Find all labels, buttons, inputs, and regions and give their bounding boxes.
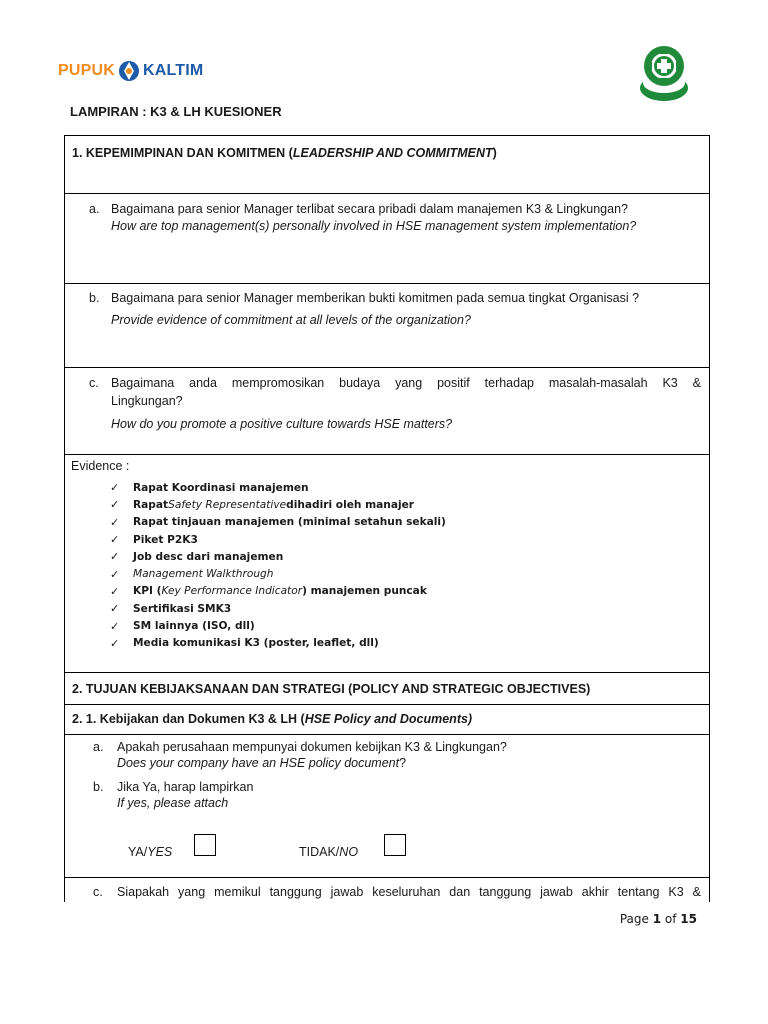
checkmark-icon: ✓ [110,602,120,616]
question-2a-english-text: Does your company have an HSE policy document [117,756,400,770]
page-word: Page [619,912,649,926]
section-1-title-italic: LEADERSHIP AND COMMITMENT [292,146,493,160]
no-checkbox[interactable] [384,834,406,856]
page-number [620,912,697,926]
checkmark-icon: ✓ [110,498,120,512]
evidence-item-text: Rapat tinjauan manajemen (minimal setahun sekali) [133,516,446,529]
yes-label [128,845,172,859]
evidence-item-text: Sertifikasi SMK3 [133,602,232,615]
checkmark-icon: ✓ [110,515,120,529]
section-2-header [65,673,709,705]
evidence-item [110,565,446,582]
checkmark-icon: ✓ [110,550,120,564]
section-1-title-prefix: 1. KEPEMIMPINAN DAN KOMITMEN ( [72,146,293,160]
question-1c-text-line1: Bagaimana anda mempromosikan budaya yang positif terhadap masalah-masalah K3 & [111,376,701,390]
subsection-2-1-header [65,705,709,735]
question-2b-english: If yes, please attach [117,796,229,810]
checkmark-icon: ✓ [110,619,120,633]
question-1a-english: How are top management(s) personally involved in HSE management system implementation? [111,219,637,233]
question-2a-english [117,756,406,770]
evidence-item-italic: Key Performance Indicator [161,585,303,598]
yes-label-italic: YES [147,845,173,859]
page-total: 15 [680,912,697,926]
question-1c-text-line2: Lingkungan? [111,394,183,408]
section-1-title-suffix: ) [492,146,497,160]
no-label-italic: NO [339,845,359,859]
evidence-item-text: Piket P2K3 [133,533,198,546]
evidence-item-text: SM lainnya (ISO, dll) [133,620,255,633]
evidence-item [110,548,446,565]
question-1a-id: a. [89,202,100,216]
question-2c-id: c. [93,885,103,899]
checkmark-icon: ✓ [110,636,120,650]
evidence-label: Evidence : [71,459,130,473]
question-2b-id: b. [93,780,104,794]
pupuk-kaltim-mark-icon [117,59,141,83]
question-2c-row [65,878,709,902]
subsection-2-1-prefix: 2. 1. Kebijakan dan Dokumen K3 & LH ( [72,712,305,726]
question-2b-text: Jika Ya, harap lampirkan [117,780,254,794]
evidence-item-text: Rapat [133,498,169,511]
question-2c-text: Siapakah yang memikul tanggung jawab keseluruhan dan tanggung jawab akhir tentang K3 & [117,885,701,899]
evidence-item [110,514,446,531]
evidence-item [110,479,446,496]
question-1a-text: Bagaimana para senior Manager terlibat secara pribadi dalam manajemen K3 & Lingkungan? [111,202,628,216]
evidence-item-text: Media komunikasi K3 (poster, leaflet, dll) [133,637,379,650]
logo-text-kaltim: KALTIM [143,62,204,79]
evidence-item [110,496,446,513]
document-title: LAMPIRAN : K3 & LH KUESIONER [70,104,282,119]
evidence-item-text-end: dihadiri oleh manajer [286,498,415,511]
checkmark-icon: ✓ [110,567,120,581]
question-2a-id: a. [93,740,104,754]
checkmark-icon: ✓ [110,481,120,495]
question-1b-english: Provide evidence of commitment at all levels of the organization? [111,313,471,327]
evidence-item-text-end: ) manajemen puncak [302,585,427,598]
evidence-item-italic: Safety Representative [168,498,287,511]
of-word: of [664,912,677,926]
question-1a-row [65,194,709,284]
no-label [299,845,358,859]
evidence-item [110,635,446,652]
question-2-1-ab-row [65,735,709,878]
evidence-item-italic: Management Walkthrough [133,568,274,581]
evidence-row [65,455,709,673]
evidence-item-text: KPI ( [133,585,162,598]
question-1c-row [65,368,709,455]
evidence-item-text: Job desc dari manajemen [133,550,284,563]
no-label-text: TIDAK/ [299,845,340,859]
question-1b-id: b. [89,291,100,305]
question-1b-text: Bagaimana para senior Manager memberikan bukti komitmen pada semua tingkat Organisasi ? [111,291,640,305]
checkmark-icon: ✓ [110,584,120,598]
logo-text-pupuk: PUPUK [58,62,116,79]
evidence-item [110,600,446,617]
evidence-item [110,583,446,600]
evidence-item [110,617,446,634]
section-1-header [65,136,709,194]
evidence-item-text: Rapat Koordinasi manajemen [133,481,309,494]
question-1c-id: c. [89,376,99,390]
k3-cross-gear-emblem-icon [636,40,692,104]
section-2-title: 2. TUJUAN KEBIJAKSANAAN DAN STRATEGI (POLICY AND STRATEGIC OBJECTIVES) [72,682,591,696]
yes-label-text: YA/ [128,845,148,859]
checkmark-icon: ✓ [110,533,120,547]
evidence-item [110,531,446,548]
evidence-list [110,479,446,652]
question-2a-text: Apakah perusahaan mempunyai dokumen kebijkan K3 & Lingkungan? [117,740,507,754]
page-current: 1 [652,912,662,926]
pupuk-kaltim-logo [58,58,203,84]
questionnaire-table [64,135,710,902]
question-1c-english: How do you promote a positive culture towards HSE matters? [111,417,453,431]
question-2a-english-mark: ? [399,756,407,770]
yes-checkbox[interactable] [194,834,216,856]
question-1b-row [65,284,709,368]
subsection-2-1-italic: HSE Policy and Documents) [304,712,473,726]
